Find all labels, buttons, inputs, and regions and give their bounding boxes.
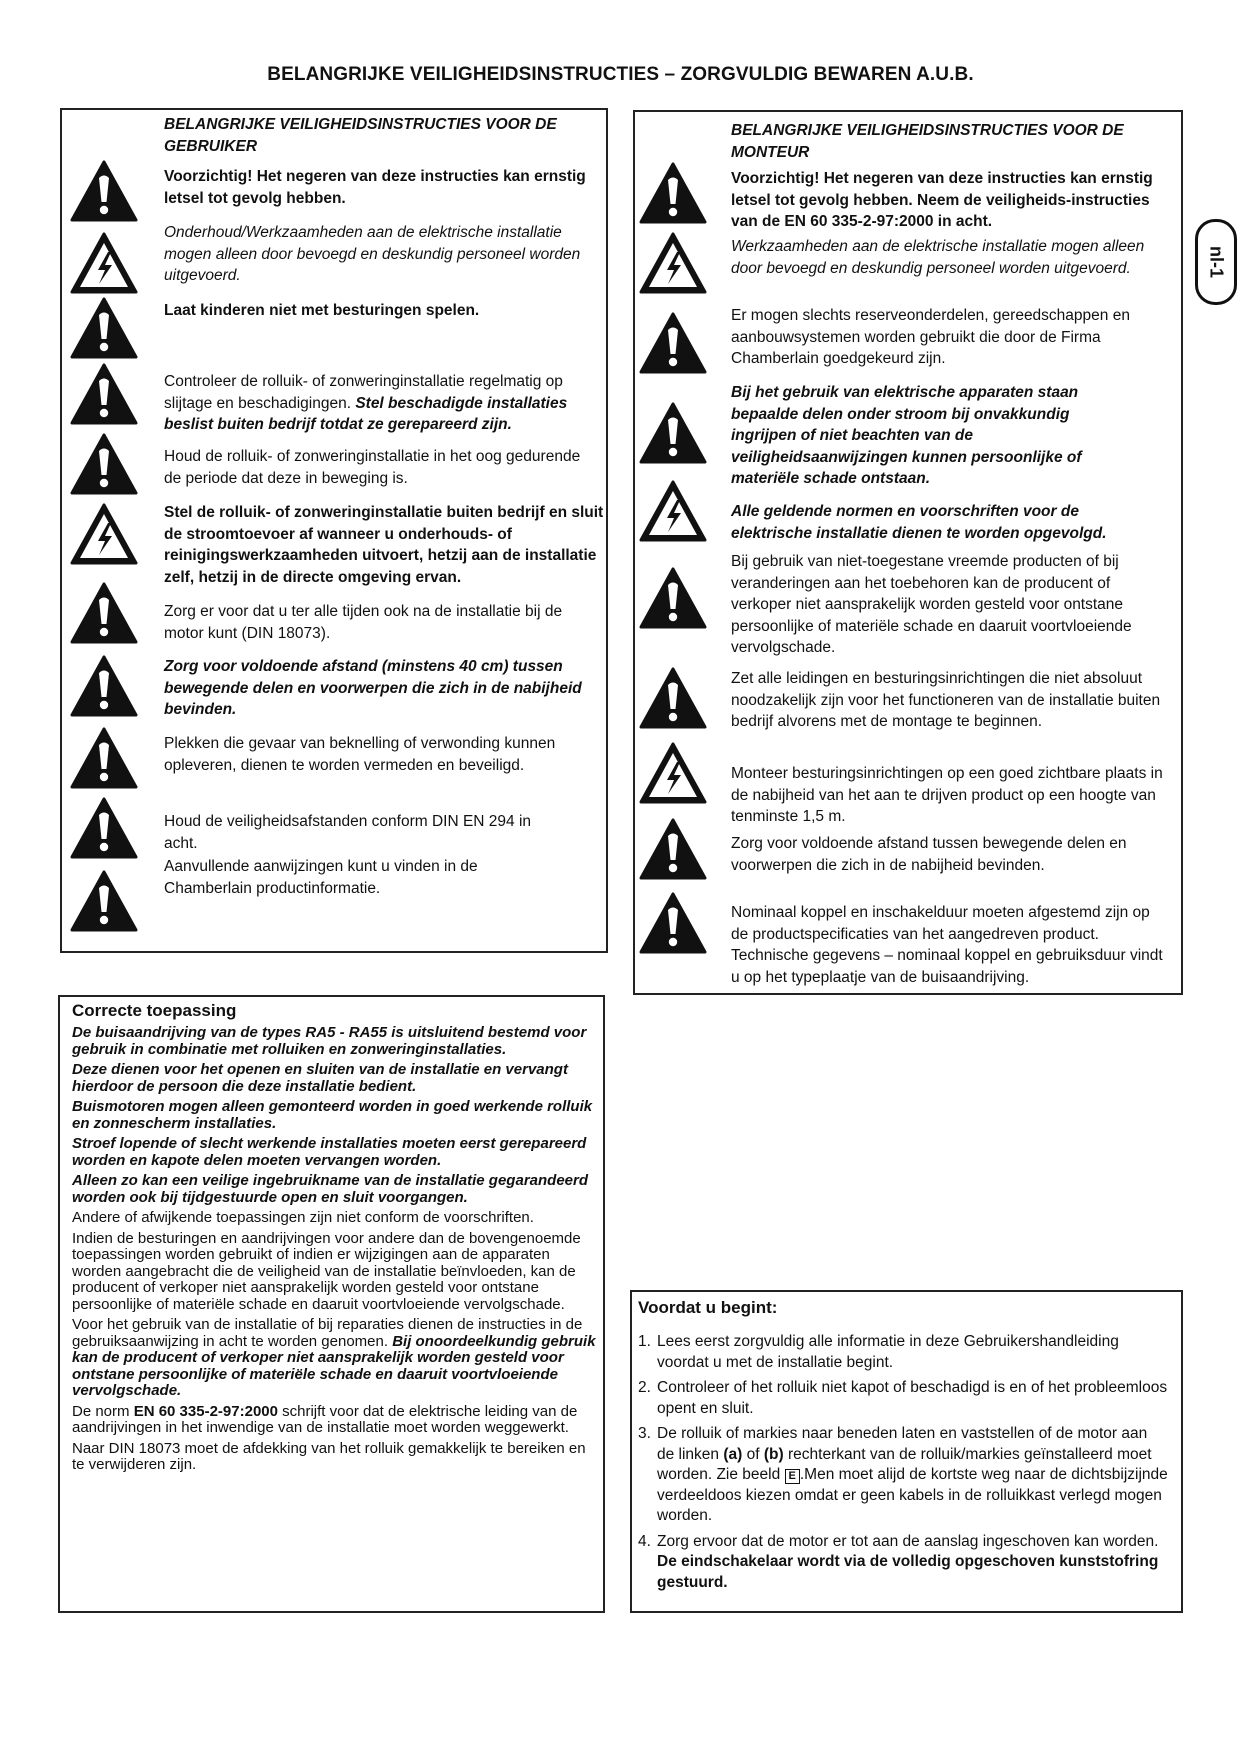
fitter-live-parts-text: Bij het gebruik van elektrische apparaten staan bepaalde delen onder stroom bij onvakkundig ingrijpen of niet beachten van de veiligheidsaanwijzingen kunnen persoonlijke of materiële schade ontstaan. [731, 384, 1082, 487]
figure-reference-badge: E [785, 1469, 800, 1484]
user-info-text: Aanvullende aanwijzingen kunt u vinden in de Chamberlain productinformatie. [164, 858, 478, 897]
exclamation-warning-icon [639, 892, 707, 954]
exclamation-warning-icon [70, 655, 138, 717]
list-item: 1. Lees eerst zorgvuldig alle informatie in deze Gebruikershandleiding voordat u met de installatie begint. [638, 1333, 1119, 1371]
exclamation-warning-icon [639, 402, 707, 464]
fitter-foreign-products-text: Bij gebruik van niet-toegestane vreemde producten of bij veranderingen aan het toebehoren kan de producent of verkoper niet aansprakelijk worden gesteld voor ontstane persoonlijke of materiële schade en daaruit voortvloeiende vervolgschade. [731, 553, 1132, 656]
fitter-box-heading: BELANGRIJKE VEILIGHEIDSINSTRUCTIES VOOR DE MONTEUR [731, 122, 1124, 161]
correct-use-title: Correcte toepassing [72, 1001, 237, 1020]
exclamation-warning-icon [639, 567, 707, 629]
exclamation-warning-icon [639, 162, 707, 224]
fitter-electric-work-text: Werkzaamheden aan de elektrische installatie mogen alleen door bevoegd en deskundig personeel worden uitgevoerd. [731, 238, 1145, 277]
fitter-norms-text: Alle geldende normen en voorschriften voor de elektrische installatie dienen te worden opgevolgd. [731, 503, 1107, 542]
user-access-motor-text: Zorg er voor dat u ter alle tijden ook na de installatie bij de motor kunt (DIN 18073). [164, 603, 563, 642]
before-start-title: Voordat u begint: [638, 1298, 778, 1317]
exclamation-warning-icon [70, 433, 138, 495]
correct-use-box [58, 995, 605, 1613]
user-disconnect-text: Stel de rolluik- of zonweringinstallatie buiten bedrijf en sluit de stroomtoevoer af wanneer u onderhouds- of reinigingswerkzaamheden uitvoert, hetzij aan de installatie zelf, hetzij in de directe omgeving ervan. [164, 504, 604, 586]
exclamation-warning-icon [639, 667, 707, 729]
electric-shock-warning-icon [70, 503, 138, 565]
exclamation-warning-icon [639, 818, 707, 880]
user-safety-box [60, 108, 608, 953]
language-page-tab: nl-1 [1195, 219, 1237, 305]
user-din-text: Houd de veiligheidsafstanden conform DIN EN 294 in acht. [164, 813, 532, 852]
electric-shock-warning-icon [639, 232, 707, 294]
user-electric-work-text: Onderhoud/Werkzaamheden aan de elektrische installatie mogen alleen door bevoegd en deskundig personeel worden uitgevoerd. [164, 224, 581, 284]
fitter-controls-text: Monteer besturingsinrichtingen op een goed zichtbare plaats in de nabijheid van het aan te drijven product op een hoogte van tenminste 1,5 m. [731, 765, 1163, 825]
exclamation-warning-icon [70, 582, 138, 644]
fitter-caution-text: Voorzichtig! Het negeren van deze instructies kan ernstig letsel tot gevolg hebben. Neem de veiligheids-instructies van de EN 60 335-2-97:2000 in acht. [731, 170, 1153, 230]
electric-shock-warning-icon [639, 742, 707, 804]
fitter-disconnect-text: Zet alle leidingen en besturingsinrichtingen die niet absoluut noodzakelijk zijn voor het functioneren van de installatie buiten bedrijf alvorens met de montage te beginnen. [731, 670, 1161, 730]
exclamation-warning-icon [70, 870, 138, 932]
correct-use-body: De buisaandrijving van de types RA5 - RA55 is uitsluitend bestemd voor gebruik in combinatie met rolluiken en zonweringinstallaties. Deze dienen voor het openen en sluiten van de installatie en vervangt hierdoor de persoon die deze installatie bedient. Buismotoren mogen alleen gemonteerd worden in goed werkende rolluik en zonnescherm installaties. Stroef lopende of slecht werkende installaties moeten eerst gerepareerd worden en kapote delen moeten vervangen worden. Alleen zo kan een veilige ingebruikname van de installatie gegarandeerd worden ook bij tijdgestuurde open en sluit voorgangen. Andere of afwijkende toepassingen zijn niet conform de voorschriften. Indien de besturingen en aandrijvingen voor andere dan de bovengenoemde toepassingen worden gebruikt of indien er wijzigingen aan de apparaten worden aangebracht die de veiligheid van de installatie beïnvloeden, kan de producent of verkoper niet aansprakelijk worden gesteld voor ontstane persoonlijke of materiële schade en daaruit voortvloeiende vervolgschade. Voor het gebruik van de installatie of bij reparaties dienen de instructies in de gebruiksaanwijzing in acht te worden genomen. Bij onoordeelkundig gebruik kan de producent of verkoper niet aansprakelijk worden gesteld voor ontstane persoonlijke of materiële schade en daaruit voortvloeiende vervolgschade. De norm EN 60 335-2-97:2000 schrijft voor dat de elektrische leiding van de aandrijvingen in het inwendige van de installatie moet worden weggewerkt. Naar DIN 18073 moet de afdekking van het rolluik gemakkelijk te bereiken en te verwijderen zijn. [72, 1024, 596, 1473]
exclamation-warning-icon [70, 727, 138, 789]
user-children-text: Laat kinderen niet met besturingen spelen. [164, 302, 480, 319]
user-box-heading: BELANGRIJKE VEILIGHEIDSINSTRUCTIES VOOR DE GEBRUIKER [164, 116, 557, 155]
before-start-list [638, 1332, 1168, 1598]
fitter-safety-box [633, 110, 1183, 995]
electric-shock-warning-icon [639, 480, 707, 542]
exclamation-warning-icon [70, 160, 138, 222]
exclamation-warning-icon [70, 363, 138, 425]
exclamation-warning-icon [70, 797, 138, 859]
electric-shock-warning-icon [70, 232, 138, 294]
exclamation-warning-icon [639, 312, 707, 374]
list-item: 4. Zorg ervoor dat de motor er tot aan de aanslag ingeschoven kan worden. De eindschakelaar wordt via de volledig opgeschoven kunststofring gestuurd. [638, 1532, 1159, 1591]
user-watch-text: Houd de rolluik- of zonweringinstallatie in het oog gedurende de periode dat deze in beweging is. [164, 448, 581, 487]
user-pinch-text: Plekken die gevaar van beknelling of verwonding kunnen opleveren, dienen te worden vermeden en beveiligd. [164, 735, 556, 774]
before-start-box [630, 1290, 1183, 1613]
list-item: 2. Controleer of het rolluik niet kapot of beschadigd is en of het probleemloos opent en sluit. [638, 1379, 1168, 1417]
fitter-torque-text: Nominaal koppel en inschakelduur moeten afgestemd zijn op de productspecificaties van het aangedreven product. Technische gegevens – nominaal koppel en gebruiksduur vindt u op het typeplaatje van de buisaandrijving. [731, 904, 1163, 986]
exclamation-warning-icon [70, 297, 138, 359]
fitter-distance-text: Zorg voor voldoende afstand tussen bewegende delen en voorwerpen die zich in de nabijheid bevinden. [731, 835, 1127, 874]
fitter-parts-text: Er mogen slechts reserveonderdelen, gereedschappen en aanbouwsystemen worden gebruikt die door de Firma Chamberlain goedgekeurd zijn. [731, 307, 1130, 367]
user-distance-text: Zorg voor voldoende afstand (minstens 40 cm) tussen bewegende delen en voorwerpen die zich in de nabijheid bevinden. [164, 658, 582, 718]
user-inspect-text: Controleer de rolluik- of zonweringinstallatie regelmatig op slijtage en beschadigingen. Stel beschadigde installaties beslist buiten bedrijf totdat ze gerepareerd zijn. [164, 373, 568, 433]
page-title: BELANGRIJKE VEILIGHEIDSINSTRUCTIES – ZORGVULDIG BEWAREN A.U.B. [267, 64, 974, 85]
user-caution-text: Voorzichtig! Het negeren van deze instructies kan ernstig letsel tot gevolg hebben. [164, 168, 586, 207]
list-item: 3. De rolluik of markies naar beneden laten en vaststellen of de motor aan de linken (a) of (b) rechterkant van de rolluik/markies geïnstalleerd moet worden. Zie beeld E .Men moet alijd de kortste weg naar de dichtsbijzijnde verdeeldoos kiezen omdat er geen kabels in de rolluikkast verlegd mogen worden. [638, 1425, 1168, 1524]
